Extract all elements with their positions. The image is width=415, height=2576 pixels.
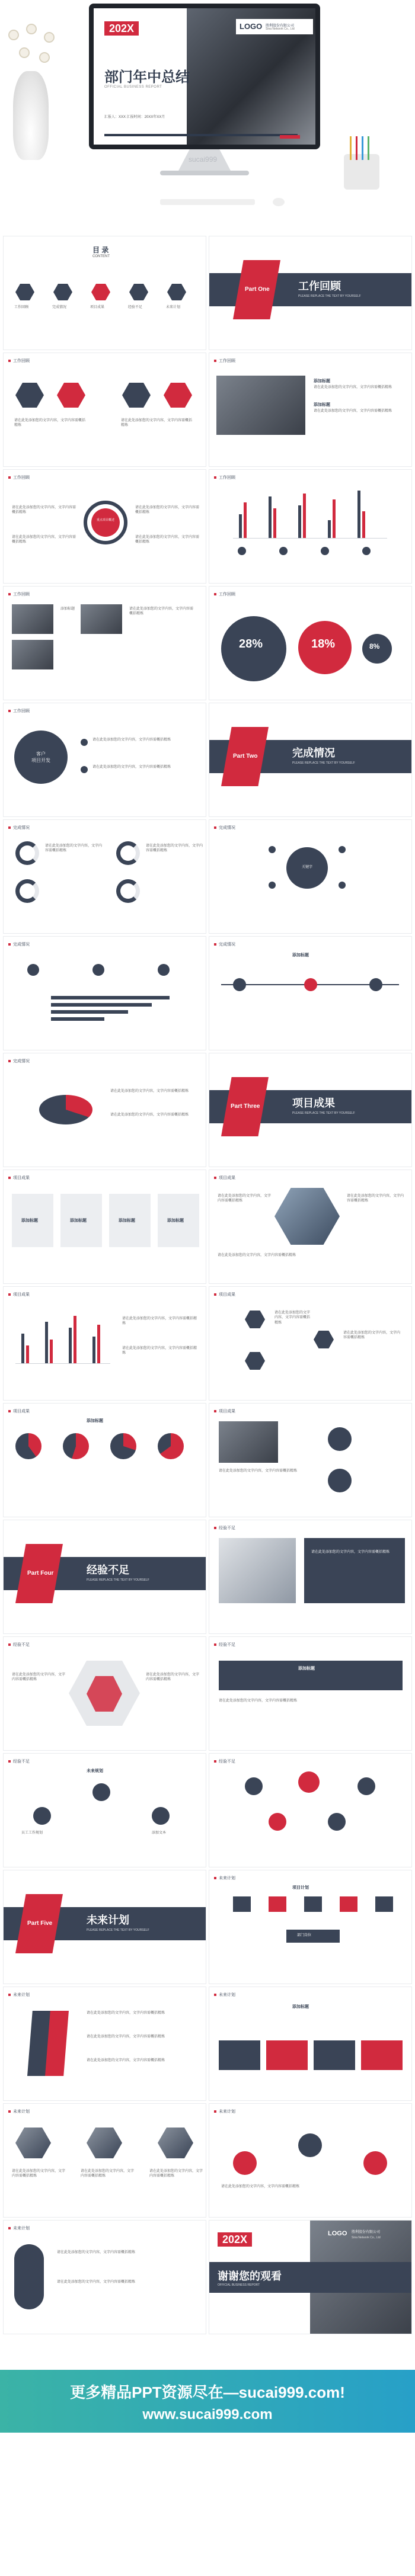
part-label: Part Three bbox=[231, 1103, 260, 1110]
card-title: 添加标题 bbox=[70, 1219, 87, 1223]
client-label: 客户 项目开发 bbox=[31, 751, 50, 764]
node bbox=[269, 846, 276, 853]
text-block: 请在此处添加您的文字内容，文字内容需概括精炼 bbox=[146, 844, 203, 853]
icon-circle bbox=[321, 547, 329, 555]
part-subtitle: PLEASE REPLACE THE TEXT BY YOURSELF bbox=[87, 1578, 149, 1582]
text-title: 添加标题 bbox=[87, 1419, 103, 1423]
arrow-shape bbox=[245, 1311, 265, 1328]
text-block: 请在此处添加您的文字内容，文字内容需概括精炼 bbox=[311, 1550, 390, 1554]
check-icon bbox=[81, 739, 88, 746]
text-block: 请在此处添加您的文字内容，文字内容需概括精炼 bbox=[129, 607, 194, 616]
cover-bar bbox=[104, 134, 298, 136]
wave-node bbox=[233, 2151, 257, 2175]
part-title: 工作回顾 bbox=[298, 280, 341, 292]
slide-lack-radar bbox=[3, 1636, 206, 1751]
cloud-icon bbox=[92, 1783, 110, 1801]
icon-circle bbox=[158, 964, 170, 976]
text-title: 项目计划 bbox=[292, 1886, 309, 1890]
percent-circle bbox=[158, 1433, 184, 1459]
slide-heading: 未来计划 bbox=[8, 1992, 30, 1998]
logo-text: LOGO bbox=[240, 22, 263, 31]
timeline-node bbox=[369, 978, 382, 991]
slide-plan-blocks bbox=[209, 1987, 412, 2101]
toc-subtitle: CONTENT bbox=[92, 255, 110, 258]
check-icon bbox=[328, 1427, 352, 1451]
vase-decoration bbox=[13, 71, 49, 160]
wave-node bbox=[363, 2151, 387, 2175]
keyboard-decoration bbox=[160, 199, 255, 205]
thanks-year: 202X bbox=[218, 2232, 252, 2247]
arrow-shape bbox=[314, 1331, 334, 1348]
footer-ad[interactable] bbox=[0, 2370, 415, 2433]
card-title: 添加标题 bbox=[167, 1219, 184, 1223]
slide-heading: 完成情况 bbox=[8, 1058, 30, 1064]
text-block: 请在此处添加您的文字内容，文字内容需概括精炼 bbox=[87, 2059, 165, 2062]
toc-title: 目 录 bbox=[92, 246, 109, 254]
slide-work-circle bbox=[3, 469, 206, 584]
table-cell bbox=[304, 1896, 322, 1912]
text-block: 请在此处添加您的文字内容，文字内容需概括精炼 bbox=[347, 1194, 404, 1203]
slide-heading: 经验不足 bbox=[8, 1642, 30, 1648]
node bbox=[245, 1777, 263, 1795]
icon-circle bbox=[238, 547, 246, 555]
toc-item-2: 完成情况 bbox=[52, 306, 67, 309]
text-block: 请在此处添加您的文字内容，文字内容需概括精炼 bbox=[110, 1090, 189, 1093]
slide-heading: 工作回顾 bbox=[8, 475, 30, 480]
center-label: 关键字 bbox=[301, 866, 312, 869]
staff-label: 员工工作规划 bbox=[21, 1831, 43, 1835]
bar-row bbox=[51, 1003, 152, 1007]
card-title: 添加标题 bbox=[119, 1219, 135, 1223]
text-block: 请在此处添加您的文字内容，文字内容需概括精炼 bbox=[57, 2280, 136, 2284]
slide-heading: 完成情况 bbox=[214, 825, 235, 831]
slide-done-bars bbox=[3, 936, 206, 1050]
text-block: 请在此处添加您的文字内容，文字内容需概括精炼 bbox=[92, 765, 171, 769]
slide-result-bars bbox=[3, 1286, 206, 1401]
table-cell bbox=[375, 1896, 393, 1912]
slide-heading: 项目成果 bbox=[8, 1175, 30, 1181]
cover-year: 202X bbox=[104, 21, 139, 36]
text-title: 添加标题 bbox=[292, 2005, 309, 2009]
thanks-subtitle: OFFICIAL BUSINESS REPORT bbox=[218, 2283, 260, 2287]
slide-plan-table bbox=[209, 1870, 412, 1984]
slide-plan-photos bbox=[3, 2103, 206, 2218]
table-cell bbox=[233, 1896, 251, 1912]
node bbox=[339, 846, 346, 853]
slide-heading: 工作回顾 bbox=[214, 358, 235, 364]
pill-shape bbox=[14, 2244, 44, 2309]
block bbox=[266, 2040, 308, 2070]
building-photo bbox=[274, 1188, 340, 1245]
slide-part-five bbox=[3, 1870, 206, 1984]
part-subtitle: PLEASE REPLACE THE TEXT BY YOURSELF bbox=[292, 761, 355, 765]
slide-heading: 项目成果 bbox=[214, 1292, 235, 1297]
text-block: 请在此处添加您的文字内容，文字内容需概括精炼 bbox=[12, 1673, 66, 1682]
slide-thanks bbox=[209, 2220, 412, 2334]
percent-circle bbox=[15, 1433, 42, 1459]
text-block: 请在此处添加您的文字内容，文字内容需概括精炼 bbox=[149, 2170, 203, 2178]
thanks-company: 胜利股份有限公司 bbox=[352, 2231, 381, 2234]
card-title: 添加标题 bbox=[21, 1219, 38, 1223]
photo-hex bbox=[87, 2128, 122, 2158]
toc-item-1: 工作回顾 bbox=[14, 306, 29, 309]
slide-lack-banner bbox=[209, 1636, 412, 1751]
text-label: 添加文本 bbox=[152, 1831, 167, 1835]
slide-heading: 未来计划 bbox=[8, 2225, 30, 2231]
slide-heading: 经验不足 bbox=[214, 1642, 235, 1648]
text-title: 添加标题 bbox=[292, 953, 309, 957]
slide-part-three bbox=[209, 1053, 412, 1167]
cover-bar-accent bbox=[280, 135, 300, 139]
text-block: 请在此处添加您的文字内容，文字内容需概括精炼 bbox=[92, 738, 171, 742]
cover-title: 部门年中总结 bbox=[104, 69, 190, 85]
part-subtitle: PLEASE REPLACE THE TEXT BY YOURSELF bbox=[298, 294, 361, 298]
bar-area bbox=[15, 1311, 110, 1364]
company-name-en: Sina Network Co., Ltd bbox=[266, 27, 295, 31]
laptop-photo bbox=[219, 1421, 278, 1463]
photo bbox=[81, 604, 122, 634]
part-subtitle: PLEASE REPLACE THE TEXT BY YOURSELF bbox=[292, 1111, 355, 1115]
ring-chart bbox=[15, 841, 39, 865]
icon-circle bbox=[33, 1807, 51, 1825]
slide-plan-icons bbox=[3, 1753, 206, 1867]
slide-done-pie bbox=[3, 1053, 206, 1167]
slide-plan-nodes bbox=[209, 1753, 412, 1867]
slide-heading: 工作回顾 bbox=[214, 591, 235, 597]
block bbox=[219, 2040, 260, 2070]
node bbox=[269, 882, 276, 889]
part-title: 未来计划 bbox=[87, 1914, 129, 1926]
text-title: 未来规划 bbox=[87, 1769, 103, 1773]
slide-heading: 项目成果 bbox=[8, 1408, 30, 1414]
slide-done-rings bbox=[3, 819, 206, 934]
wave-node bbox=[298, 2133, 322, 2157]
photo bbox=[12, 604, 53, 634]
text-block: 请在此处添加您的文字内容，文字内容需概括精炼 bbox=[218, 1254, 296, 1257]
slide-plan-arrows bbox=[3, 1987, 206, 2101]
slide-done-center bbox=[209, 819, 412, 934]
slide-client bbox=[3, 703, 206, 817]
photo bbox=[12, 640, 53, 669]
percent-a: 28% bbox=[239, 637, 263, 651]
slide-work-bars bbox=[209, 469, 412, 584]
part-subtitle: PLEASE REPLACE THE TEXT BY YOURSELF bbox=[87, 1928, 149, 1932]
text-block: 请在此处添加您的文字内容，文字内容需概括精炼 bbox=[12, 536, 76, 544]
text-block: 请在此处添加您的文字内容，文字内容需概括精炼 bbox=[218, 1194, 272, 1203]
part-label: Part Two bbox=[233, 753, 258, 760]
slide-heading: 经验不足 bbox=[214, 1525, 235, 1531]
toc-hex-5 bbox=[167, 284, 186, 300]
text-block: 请在此处添加您的文字内容，文字内容需概括精炼 bbox=[146, 1673, 200, 1682]
slide-heading: 未来计划 bbox=[8, 2109, 30, 2114]
toc-item-5: 未来计划 bbox=[166, 306, 181, 309]
slide-done-timeline bbox=[209, 936, 412, 1050]
text-block: 请在此处添加您的文字内容，文字内容需概括精炼 bbox=[219, 1469, 298, 1473]
percent-circle bbox=[63, 1433, 89, 1459]
bar-row bbox=[51, 1010, 128, 1014]
toc-hex-3 bbox=[91, 284, 110, 300]
text-block: 请在此处添加您的文字内容，文字内容需概括精炼 bbox=[57, 2251, 136, 2254]
pie-3d bbox=[39, 1095, 92, 1124]
slide-heading: 工作回顾 bbox=[8, 591, 30, 597]
slide-heading: 工作回顾 bbox=[8, 708, 30, 714]
table-cell bbox=[269, 1896, 286, 1912]
slide-heading: 未来计划 bbox=[214, 2109, 235, 2114]
slide-heading: 工作回顾 bbox=[8, 358, 30, 364]
part-title: 完成情况 bbox=[292, 747, 335, 759]
text-block: 请在此处添加您的文字内容，文字内容需概括精炼 bbox=[45, 844, 103, 853]
slide-heading: 项目成果 bbox=[8, 1292, 30, 1297]
text-block: 请在此处添加您的文字内容，文字内容需概括精炼 bbox=[343, 1331, 401, 1340]
text-block: 请在此处添加您的文字内容，文字内容需概括精炼 bbox=[122, 1347, 197, 1356]
block bbox=[361, 2040, 403, 2070]
part-label: Part Five bbox=[27, 1920, 53, 1927]
node bbox=[328, 1813, 346, 1831]
text-block: 请在此处添加您的文字内容，文字内容需概括精炼 bbox=[110, 1113, 189, 1117]
bar-row bbox=[51, 996, 170, 999]
toc-item-3: 项目成果 bbox=[90, 306, 105, 309]
desk-photo bbox=[219, 1538, 296, 1603]
text-block: 请在此处添加您的文字内容，文字内容需概括精炼 bbox=[135, 506, 200, 515]
text-block: 请在此处添加您的文字内容，文字内容需概括精炼 bbox=[87, 2011, 165, 2015]
text-title: 添加标题 bbox=[314, 379, 330, 383]
text-block: 请在此处添加您的文字内容，文字内容需概括精炼 bbox=[81, 2170, 135, 2178]
slide-work-percent bbox=[209, 586, 412, 700]
thanks-title: 谢谢您的观看 bbox=[218, 2270, 282, 2282]
toc-hex-4 bbox=[129, 284, 148, 300]
slide-lack-photo bbox=[209, 1520, 412, 1634]
part-label: Part Four bbox=[27, 1570, 54, 1577]
text-block: 请在此处添加您的文字内容，文字内容需概括精炼 bbox=[122, 1317, 197, 1326]
node bbox=[357, 1777, 375, 1795]
slide-part-two bbox=[209, 703, 412, 817]
icon-circle bbox=[152, 1807, 170, 1825]
slide-heading: 项目成果 bbox=[214, 1408, 235, 1414]
ad-url[interactable]: www.sucai999.com bbox=[142, 2407, 273, 2423]
slide-heading: 项目成果 bbox=[214, 1175, 235, 1181]
bar-area bbox=[233, 488, 387, 539]
monitor-base bbox=[160, 171, 249, 175]
slide-heading: 完成情况 bbox=[8, 941, 30, 947]
slide-part-four bbox=[3, 1520, 206, 1634]
text-block: 请在此处添加您的文字内容，文字内容需概括精炼 bbox=[12, 2170, 66, 2178]
bar-row bbox=[51, 1017, 104, 1021]
icon-circle bbox=[279, 547, 288, 555]
slide-heading: 经验不足 bbox=[8, 1758, 30, 1764]
icon-circle bbox=[362, 547, 371, 555]
node bbox=[339, 882, 346, 889]
text-block: 请在此处添加您的文字内容，文字内容需概括精炼 bbox=[121, 419, 193, 428]
toc-item-4: 经验不足 bbox=[128, 306, 143, 309]
ad-headline: 更多精品PPT资源尽在—sucai999.com! bbox=[70, 2383, 345, 2401]
cover-slide bbox=[94, 8, 315, 145]
toc-hex-1 bbox=[15, 284, 34, 300]
slide-work-hex bbox=[3, 353, 206, 467]
percent-c: 8% bbox=[369, 642, 380, 651]
pencil-cup-decoration bbox=[344, 154, 379, 190]
text-panel bbox=[304, 1538, 405, 1603]
text-block: 添加标题 bbox=[60, 607, 75, 611]
slide-plan-pill bbox=[3, 2220, 206, 2334]
center-circle bbox=[91, 508, 120, 537]
check-icon bbox=[328, 1469, 352, 1492]
percent-circle bbox=[110, 1433, 136, 1459]
slide-toc bbox=[3, 236, 206, 350]
timeline-node bbox=[304, 978, 317, 991]
part-title: 项目成果 bbox=[292, 1097, 335, 1109]
mouse-decoration bbox=[273, 198, 285, 206]
text-block: 请在此处添加您的文字内容，文字内容需概括精炼 bbox=[274, 1311, 311, 1325]
icon-circle bbox=[92, 964, 104, 976]
photo-hex bbox=[15, 2128, 51, 2158]
work-photo bbox=[216, 376, 305, 435]
slide-heading: 完成情况 bbox=[8, 825, 30, 831]
text-block: 请在此处添加您的文字内容，文字内容需概括精炼 bbox=[219, 1699, 298, 1703]
slide-result-cards bbox=[3, 1170, 206, 1284]
slide-result-laptop bbox=[209, 1403, 412, 1517]
slide-plan-wave bbox=[209, 2103, 412, 2218]
slide-result-circles bbox=[3, 1403, 206, 1517]
toc-hex-2 bbox=[53, 284, 72, 300]
percent-b: 18% bbox=[311, 637, 336, 651]
text-block: 请在此处添加您的文字内容，文字内容需概括精炼 bbox=[135, 536, 200, 544]
ring-chart bbox=[116, 841, 140, 865]
cover-subtitle: OFFICIAL BUSINESS REPORT bbox=[104, 85, 162, 89]
part-label: Part One bbox=[245, 286, 270, 293]
table-cell bbox=[340, 1896, 357, 1912]
table-cell bbox=[286, 1930, 340, 1943]
text-block: 请在此处添加您的文字内容，文字内容需概括精炼 bbox=[314, 409, 392, 413]
text-title: 添加标题 bbox=[314, 403, 330, 407]
thanks-logo: LOGO bbox=[328, 2230, 347, 2237]
slide-heading: 经验不足 bbox=[214, 1758, 235, 1764]
hex-shape bbox=[122, 383, 151, 408]
arrow-shape bbox=[245, 1352, 265, 1370]
center-label: 重点项目概述 bbox=[96, 518, 114, 522]
slide-heading: 未来计划 bbox=[214, 1992, 235, 1998]
slide-result-building bbox=[209, 1170, 412, 1284]
part-title: 经验不足 bbox=[87, 1564, 129, 1576]
cover-logo bbox=[236, 19, 313, 34]
check-icon bbox=[81, 766, 88, 773]
text-block: 请在此处添加您的文字内容，文字内容需概括精炼 bbox=[12, 506, 76, 515]
cover-meta: 汇报人：XXX 汇报时间：20XX年XX月 bbox=[104, 116, 165, 119]
ring-chart bbox=[116, 879, 140, 903]
text-block: 请在此处添加您的文字内容，文字内容需概括精炼 bbox=[14, 419, 86, 428]
timeline-node bbox=[233, 978, 246, 991]
node bbox=[298, 1771, 320, 1793]
hero-mockup bbox=[0, 0, 415, 234]
slide-heading: 未来计划 bbox=[214, 1875, 235, 1881]
monitor bbox=[89, 4, 320, 149]
dept-label: 部门岗位 bbox=[297, 1934, 312, 1937]
ring-chart bbox=[15, 879, 39, 903]
company-name: 胜利股份有限公司 bbox=[266, 24, 295, 28]
slide-result-arrows bbox=[209, 1286, 412, 1401]
icon-circle bbox=[27, 964, 39, 976]
slide-heading: 工作回顾 bbox=[214, 475, 235, 480]
slide-part-one bbox=[209, 236, 412, 350]
watermark: sucai999 bbox=[189, 155, 218, 164]
block bbox=[314, 2040, 355, 2070]
photo-hex bbox=[158, 2128, 193, 2158]
hex-shape bbox=[15, 383, 44, 408]
node bbox=[269, 1813, 286, 1831]
thanks-company-en: Sina Network Co., Ltd bbox=[352, 2236, 381, 2239]
slide-heading: 完成情况 bbox=[214, 941, 235, 947]
text-block: 请在此处添加您的文字内容，文字内容需概括精炼 bbox=[314, 386, 392, 389]
text-block: 请在此处添加您的文字内容，文字内容需概括精炼 bbox=[87, 2035, 165, 2039]
slide-work-photos bbox=[3, 586, 206, 700]
text-block: 请在此处添加您的文字内容，文字内容需概括精炼 bbox=[221, 2185, 300, 2189]
hex-shape bbox=[57, 383, 85, 408]
hex-shape bbox=[164, 383, 192, 408]
slide-work-photo bbox=[209, 353, 412, 467]
banner-title: 添加标题 bbox=[298, 1667, 315, 1671]
